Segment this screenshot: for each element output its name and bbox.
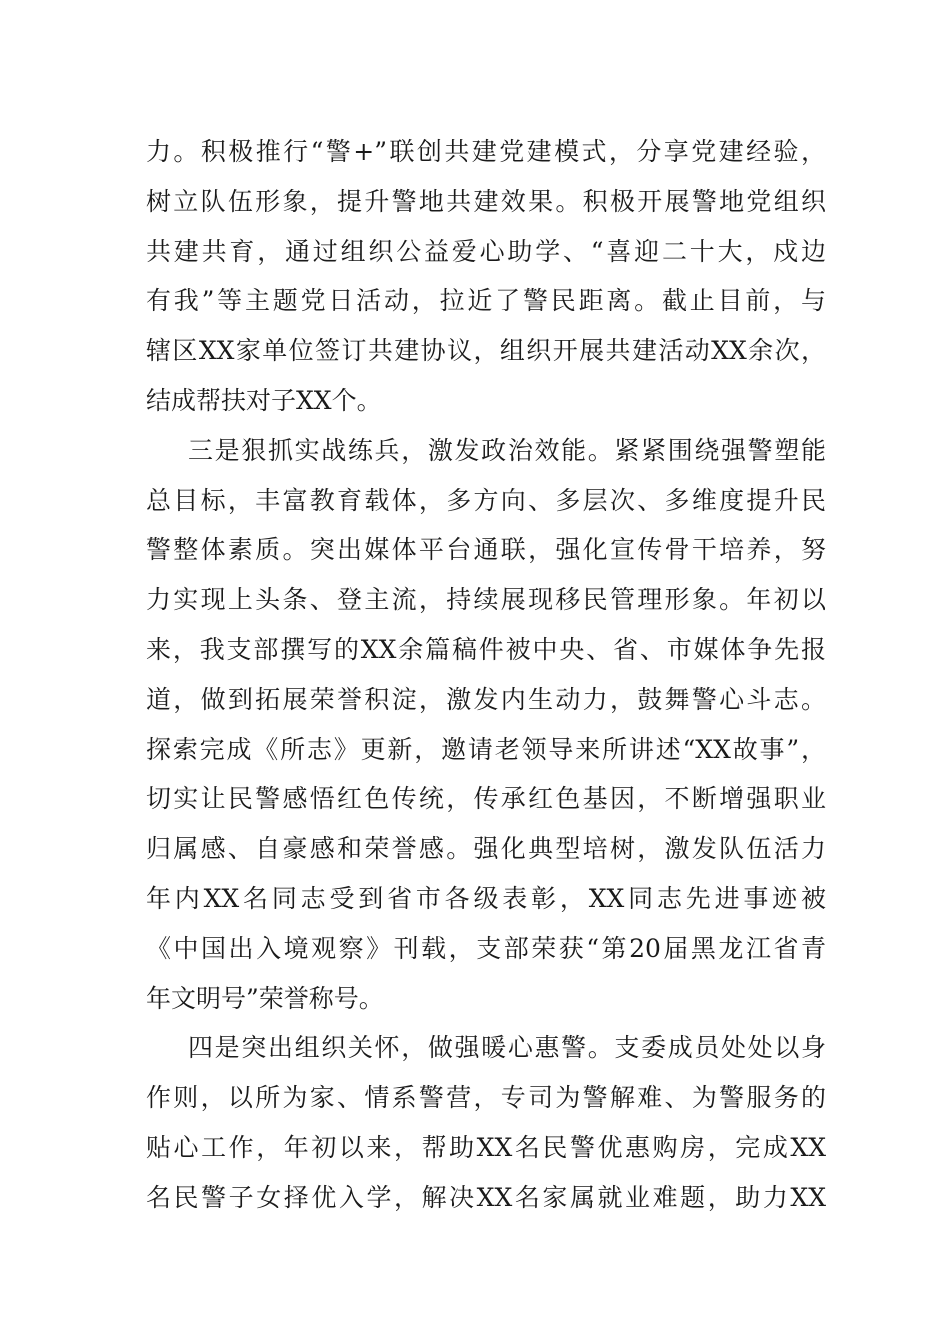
text-line: 有我”等主题党日活动，拉近了警民距离。截止目前，与 — [146, 286, 826, 316]
text-line: 名民警子女择优入学，解决XX名家属就业难题，助力XX — [146, 1182, 826, 1212]
text-line: 总目标，丰富教育载体，多方向、多层次、多维度提升民 — [146, 485, 826, 515]
text-line: 结成帮扶对子XX个。 — [146, 385, 382, 415]
text-line: 切实让民警感悟红色传统，传承红色基因，不断增强职业 — [146, 784, 826, 814]
text-line: 年文明号”荣誉称号。 — [146, 983, 384, 1013]
paragraph-3 — [146, 1023, 826, 1222]
text-line: 树立队伍形象，提升警地共建效果。积极开展警地党组织 — [146, 186, 826, 216]
text-line: 贴心工作，年初以来，帮助XX名民警优惠购房，完成XX — [146, 1132, 826, 1162]
text-line: 来，我支部撰写的XX余篇稿件被中央、省、市媒体争先报 — [146, 634, 826, 664]
text-line: 警整体素质。突出媒体平台通联，强化宣传骨干培养，努 — [146, 535, 826, 565]
text-line: 作则，以所为家、情系警营，专司为警解难、为警服务的 — [146, 1083, 826, 1113]
document-body — [146, 127, 826, 1223]
paragraph-2 — [146, 426, 826, 1024]
paragraph-1 — [146, 127, 826, 426]
text-line: 探索完成《所志》更新，邀请老领导来所讲述“XX故事”， — [146, 734, 826, 764]
text-line: 三是狠抓实战练兵，激发政治效能。紧紧围绕强警塑能 — [188, 435, 826, 465]
text-line: 力。积极推行“警+”联创共建党建模式，分享党建经验， — [146, 137, 826, 166]
text-line: 《中国出入境观察》刊载，支部荣获“第20届黑龙江省青 — [146, 933, 826, 963]
text-line: 辖区XX家单位签订共建协议，组织开展共建活动XX余次， — [146, 336, 826, 366]
text-line: 年内XX名同志受到省市各级表彰，XX同志先进事迹被 — [146, 883, 826, 913]
text-line: 四是突出组织关怀，做强暖心惠警。支委成员处处以身 — [188, 1033, 826, 1063]
text-line: 力实现上头条、登主流，持续展现移民管理形象。年初以 — [146, 585, 826, 615]
text-line: 归属感、自豪感和荣誉感。强化典型培树，激发队伍活力 — [146, 834, 826, 864]
text-line: 道，做到拓展荣誉积淀，激发内生动力，鼓舞警心斗志。 — [146, 684, 826, 714]
text-line: 共建共育，通过组织公益爱心助学、“喜迎二十大，戍边 — [146, 236, 826, 266]
